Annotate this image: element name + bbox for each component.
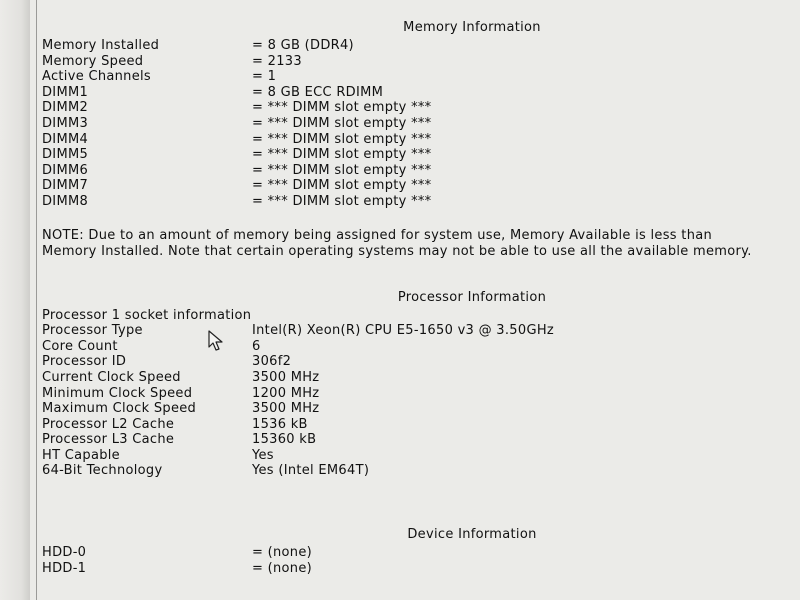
device-info-list bbox=[42, 545, 782, 576]
processor-row-core-count bbox=[42, 339, 782, 355]
row-label: DIMM4 bbox=[42, 131, 89, 147]
memory-row-dimm1 bbox=[42, 85, 782, 101]
processor-row-id bbox=[42, 354, 782, 370]
row-value: = *** DIMM slot empty *** bbox=[252, 193, 432, 209]
row-value: Yes bbox=[252, 447, 274, 463]
row-value: Yes (Intel EM64T) bbox=[252, 463, 370, 479]
row-label: Memory Installed bbox=[42, 38, 160, 53]
processor-row-min-clock bbox=[42, 386, 782, 402]
row-value: = *** DIMM slot empty *** bbox=[252, 147, 432, 163]
row-label: HT Capable bbox=[42, 447, 120, 463]
processor-row-max-clock bbox=[42, 401, 782, 417]
row-label: Active Channels bbox=[42, 69, 151, 85]
device-row-hdd0 bbox=[42, 545, 782, 561]
row-value: = 8 GB ECC RDIMM bbox=[252, 84, 384, 100]
memory-row-dimm2 bbox=[42, 100, 782, 116]
processor-row-type bbox=[42, 323, 782, 339]
row-label: DIMM1 bbox=[42, 84, 89, 100]
row-label: Minimum Clock Speed bbox=[42, 385, 193, 401]
memory-note: NOTE: Due to an amount of memory being assigned for system use, Memory Available is less than Memory Installed. Note that certain operating systems may not be able to use all the available memory. bbox=[42, 227, 752, 259]
bios-screen bbox=[30, 0, 800, 600]
processor-row-l3-cache bbox=[42, 432, 782, 448]
row-value: 6 bbox=[252, 338, 261, 354]
processor-row-l2-cache bbox=[42, 417, 782, 433]
row-label: DIMM3 bbox=[42, 115, 89, 131]
memory-info-list bbox=[42, 38, 782, 210]
mouse-pointer-icon bbox=[208, 330, 226, 352]
memory-row-dimm8 bbox=[42, 194, 782, 210]
row-value bbox=[251, 308, 782, 324]
row-value: = *** DIMM slot empty *** bbox=[252, 115, 432, 131]
row-label: Processor Type bbox=[42, 323, 143, 339]
row-value: = *** DIMM slot empty *** bbox=[252, 178, 432, 194]
row-value: 1536 kB bbox=[252, 416, 308, 432]
row-value: = *** DIMM slot empty *** bbox=[252, 162, 432, 178]
memory-row-dimm6 bbox=[42, 163, 782, 179]
monitor-bezel bbox=[0, 0, 30, 600]
processor-row-socket bbox=[42, 308, 782, 324]
row-value: = (none) bbox=[252, 545, 312, 561]
row-label: DIMM7 bbox=[42, 178, 89, 194]
row-value: = 8 GB (DDR4) bbox=[252, 38, 354, 53]
row-label: Processor L2 Cache bbox=[42, 416, 175, 432]
panel-divider bbox=[36, 0, 37, 600]
device-section-title: Device Information bbox=[407, 527, 537, 543]
row-value: 3500 MHz bbox=[252, 369, 320, 385]
row-label: DIMM2 bbox=[42, 100, 89, 116]
memory-row-installed bbox=[42, 38, 782, 54]
row-label: HDD-1 bbox=[42, 560, 87, 576]
row-value: 15360 kB bbox=[252, 432, 317, 448]
row-value: 306f2 bbox=[252, 354, 292, 370]
row-label: Current Clock Speed bbox=[42, 369, 181, 385]
row-value: = *** DIMM slot empty *** bbox=[252, 131, 432, 147]
row-value: 1200 MHz bbox=[252, 385, 320, 401]
row-label: DIMM8 bbox=[42, 193, 89, 209]
row-value: = (none) bbox=[252, 560, 312, 576]
row-value: 3500 MHz bbox=[252, 401, 320, 417]
memory-row-dimm4 bbox=[42, 132, 782, 148]
row-label: DIMM5 bbox=[42, 147, 89, 163]
row-label: HDD-0 bbox=[42, 545, 87, 561]
row-label: Processor 1 socket information bbox=[42, 307, 252, 323]
row-label: 64-Bit Technology bbox=[42, 463, 163, 479]
processor-row-current-clock bbox=[42, 370, 782, 386]
memory-row-channels bbox=[42, 69, 782, 85]
row-label: Processor L3 Cache bbox=[42, 432, 175, 448]
memory-row-speed bbox=[42, 54, 782, 70]
row-label: DIMM6 bbox=[42, 162, 89, 178]
row-value: = *** DIMM slot empty *** bbox=[252, 100, 432, 116]
row-label: Core Count bbox=[42, 338, 118, 354]
processor-row-64bit bbox=[42, 463, 782, 479]
processor-section-title: Processor Information bbox=[397, 289, 547, 305]
row-value: = 1 bbox=[252, 69, 277, 85]
row-label: Maximum Clock Speed bbox=[42, 401, 197, 417]
row-label: Memory Speed bbox=[42, 53, 144, 69]
processor-row-ht-capable bbox=[42, 448, 782, 464]
memory-row-dimm5 bbox=[42, 147, 782, 163]
device-row-hdd1 bbox=[42, 561, 782, 577]
memory-row-dimm7 bbox=[42, 178, 782, 194]
row-value: = 2133 bbox=[252, 53, 302, 69]
processor-info-list bbox=[42, 308, 782, 480]
row-value: Intel(R) Xeon(R) CPU E5-1650 v3 @ 3.50GHz bbox=[252, 323, 555, 339]
memory-row-dimm3 bbox=[42, 116, 782, 132]
memory-section-title: Memory Information bbox=[403, 20, 541, 35]
system-information-panel bbox=[42, 20, 782, 576]
row-label: Processor ID bbox=[42, 354, 127, 370]
